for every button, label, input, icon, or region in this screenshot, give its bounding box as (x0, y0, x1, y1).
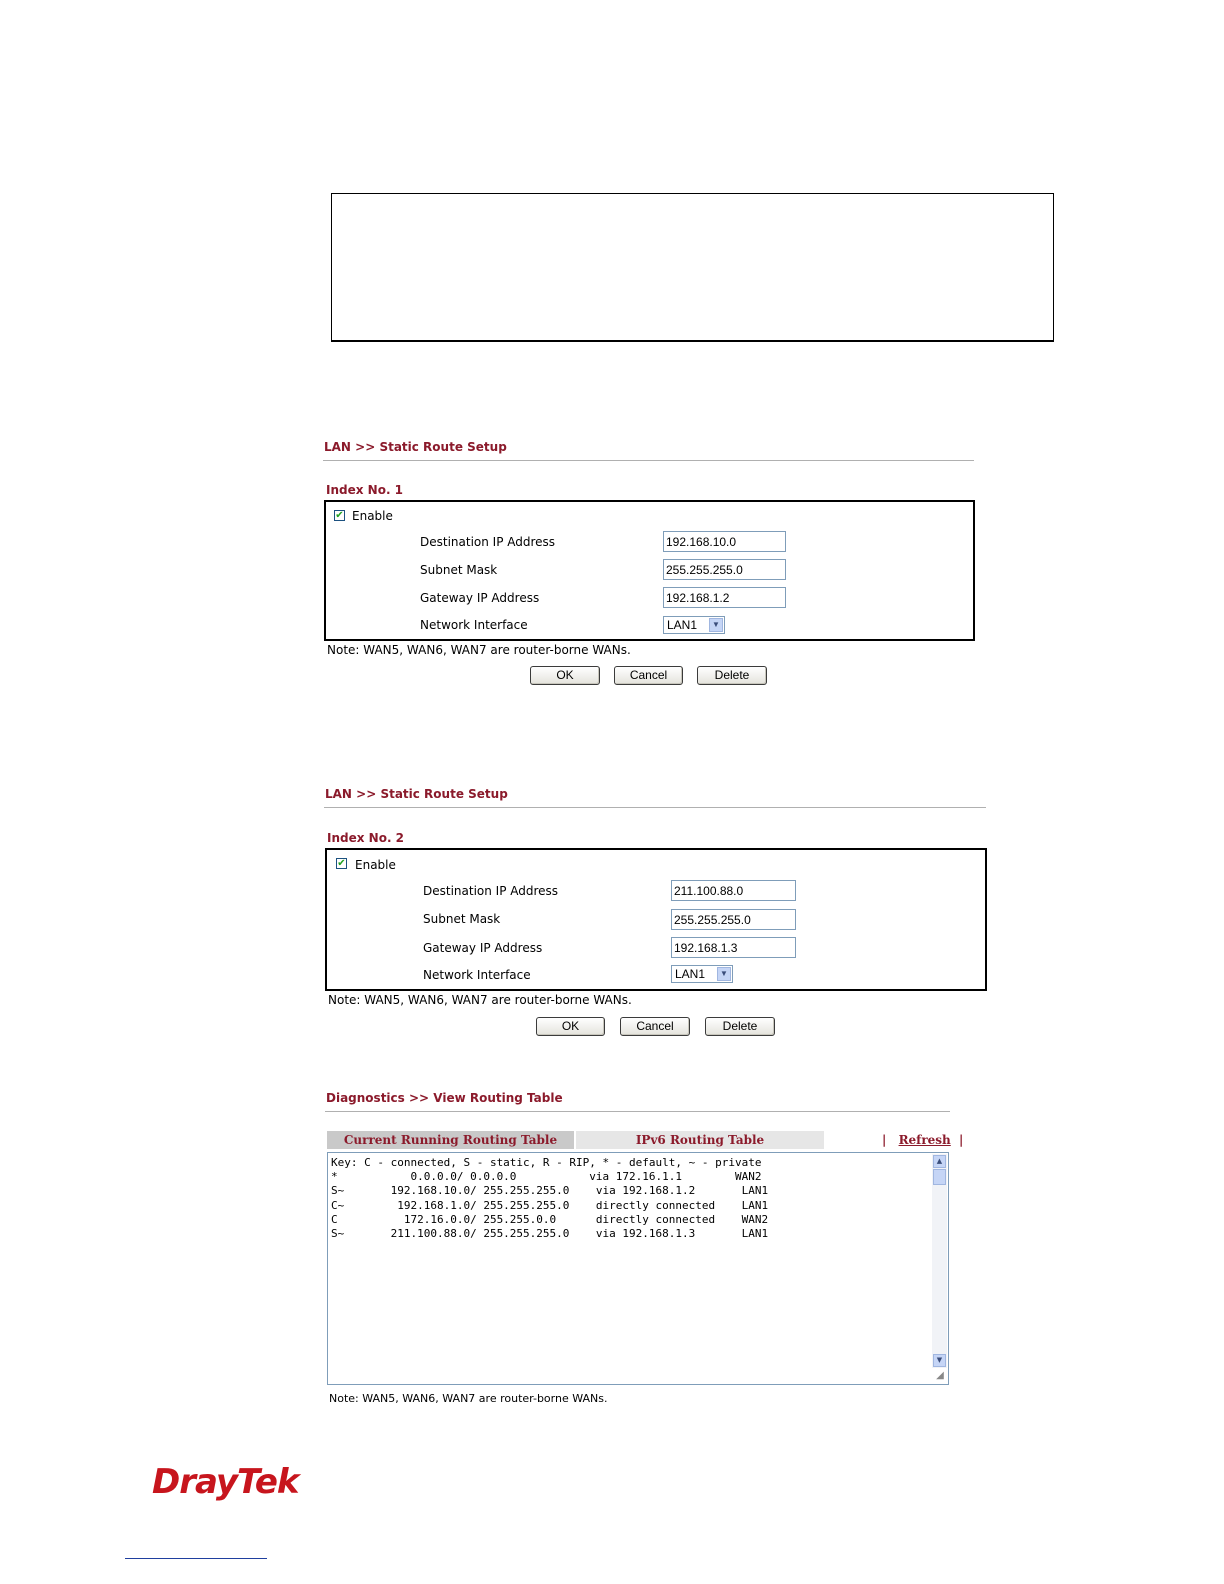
routing-line: S~ 211.100.88.0/ 255.255.255.0 via 192.168.1.3 LAN1 (331, 1227, 769, 1240)
note-text: Note: WAN5, WAN6, WAN7 are router-borne WANs. (327, 643, 631, 657)
destination-ip-label: Destination IP Address (420, 535, 556, 549)
subnet-mask-label: Subnet Mask (420, 563, 498, 577)
network-interface-select[interactable] (663, 616, 725, 634)
gateway-ip-label: Gateway IP Address (420, 591, 540, 605)
subnet-mask-input[interactable]: 255.255.255.0 (663, 559, 786, 580)
note-text: Note: WAN5, WAN6, WAN7 are router-borne WANs. (329, 1392, 608, 1405)
destination-ip-input[interactable]: 211.100.88.0 (671, 880, 796, 901)
scroll-thumb[interactable] (933, 1169, 946, 1185)
network-interface-label: Network Interface (420, 618, 528, 632)
routing-line: C~ 192.168.1.0/ 255.255.255.0 directly connected LAN1 (331, 1199, 769, 1212)
routing-table-textarea[interactable] (327, 1152, 949, 1385)
routing-line: C 172.16.0.0/ 255.255.0.0 directly connected WAN2 (331, 1213, 769, 1226)
routing-line: Key: C - connected, S - static, R - RIP, * - default, ~ - private (331, 1156, 762, 1169)
footer-line (125, 1558, 267, 1559)
delete-button[interactable]: Delete (697, 666, 767, 685)
enable-checkbox[interactable]: ✔ (337, 857, 346, 869)
title-divider (323, 460, 974, 461)
note-text: Note: WAN5, WAN6, WAN7 are router-borne WANs. (328, 993, 632, 1007)
page-title: Diagnostics >> View Routing Table (326, 1091, 563, 1105)
separator: | (882, 1133, 887, 1147)
enable-label: Enable (352, 509, 393, 523)
refresh-bar (882, 1133, 963, 1147)
delete-button[interactable]: Delete (705, 1017, 775, 1036)
index-label: Index No. 1 (326, 483, 404, 497)
routing-line: S~ 192.168.10.0/ 255.255.255.0 via 192.168.1.2 LAN1 (331, 1184, 769, 1197)
ok-button[interactable]: OK (530, 666, 600, 685)
title-divider (324, 807, 986, 808)
enable-checkbox[interactable]: ✔ (335, 509, 344, 521)
chevron-down-icon[interactable]: ▼ (709, 618, 723, 632)
network-interface-label: Network Interface (423, 968, 531, 982)
cancel-button[interactable]: Cancel (614, 666, 683, 685)
network-interface-select[interactable] (671, 965, 733, 983)
page-title: LAN >> Static Route Setup (324, 440, 507, 454)
ok-button[interactable]: OK (536, 1017, 605, 1036)
scroll-up-icon[interactable]: ▲ (933, 1155, 946, 1168)
page-title: LAN >> Static Route Setup (325, 787, 508, 801)
enable-label: Enable (355, 858, 396, 872)
destination-ip-input[interactable]: 192.168.10.0 (663, 531, 786, 552)
vertical-scrollbar[interactable] (932, 1154, 947, 1368)
index-label: Index No. 2 (327, 831, 405, 845)
scroll-down-icon[interactable]: ▼ (933, 1354, 946, 1367)
routing-line: * 0.0.0.0/ 0.0.0.0 via 172.16.1.1 WAN2 (331, 1170, 762, 1183)
gateway-ip-input[interactable]: 192.168.1.2 (663, 587, 786, 608)
route-form (325, 848, 987, 991)
tab-current-running-routing-table[interactable]: Current Running Routing Table (327, 1131, 574, 1149)
destination-ip-label: Destination IP Address (423, 884, 559, 898)
tab-ipv6-routing-table[interactable]: IPv6 Routing Table (576, 1131, 824, 1149)
chevron-down-icon[interactable]: ▼ (717, 967, 731, 981)
resize-grip-icon[interactable]: ◢ (936, 1370, 944, 1381)
subnet-mask-input[interactable]: 255.255.255.0 (671, 909, 796, 930)
gateway-ip-label: Gateway IP Address (423, 941, 543, 955)
empty-text-box (331, 193, 1054, 342)
refresh-link[interactable]: Refresh (898, 1133, 951, 1147)
subnet-mask-label: Subnet Mask (423, 912, 501, 926)
cancel-button[interactable]: Cancel (620, 1017, 690, 1036)
network-interface-value: LAN1 (675, 967, 706, 981)
network-interface-value: LAN1 (667, 618, 698, 632)
gateway-ip-input[interactable]: 192.168.1.3 (671, 937, 796, 958)
title-divider (325, 1111, 950, 1112)
separator: | (958, 1133, 964, 1147)
route-form (324, 500, 975, 641)
draytek-logo: DrayTek (152, 1462, 299, 1502)
